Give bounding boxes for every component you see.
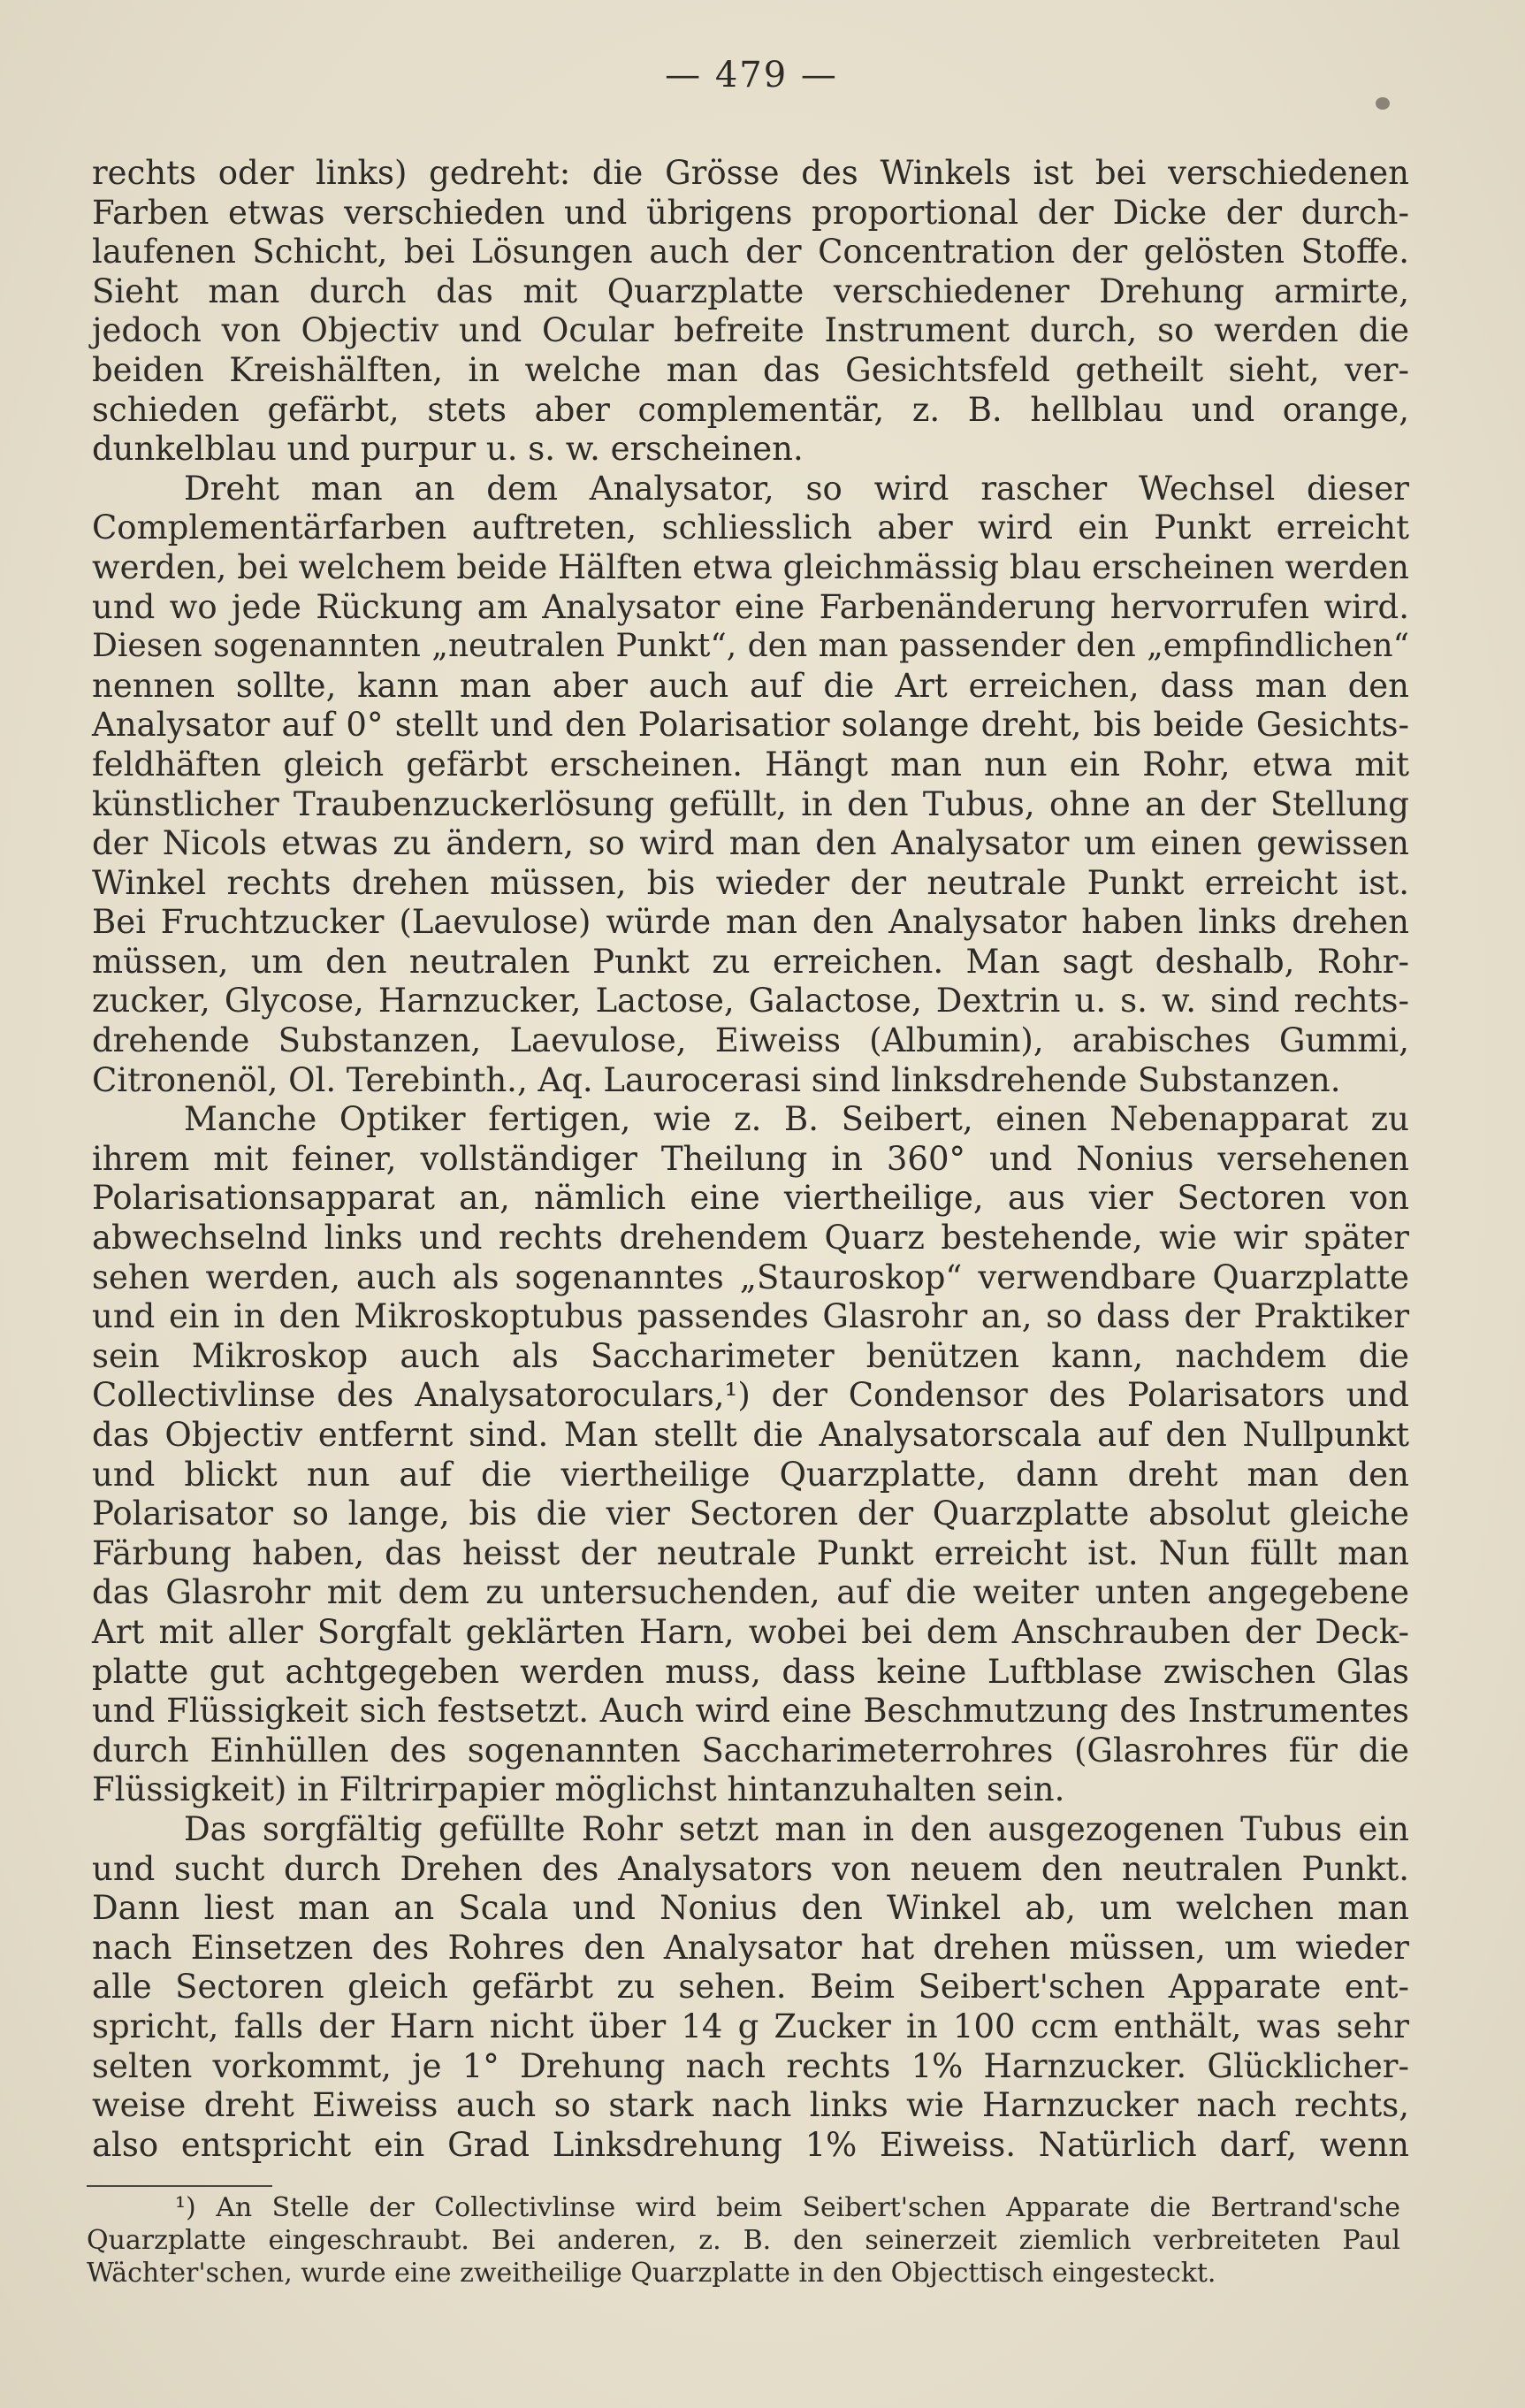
text-line: Färbung haben, das heisst der neutrale Punkt erreicht ist. Nun füllt man bbox=[92, 1533, 1409, 1572]
text-line: sein Mikroskop auch als Saccharimeter benützen kann, nachdem die bbox=[92, 1336, 1409, 1375]
text-line: das Objectiv entfernt sind. Man stellt die Analysatorscala auf den Nullpunkt bbox=[92, 1416, 1409, 1454]
text-line: weise dreht Eiweiss auch so stark nach links wie Harnzucker nach rechts, bbox=[92, 2086, 1409, 2125]
text-line: Collectivlinse des Analysatoroculars,¹) der Condensor des Polarisators und bbox=[92, 1376, 1409, 1415]
text-line: und wo jede Rückung am Analysator eine Farbenänderung hervorrufen wird. bbox=[92, 587, 1409, 626]
text-line: Citronenöl, Ol. Terebinth., Aq. Laurocerasi sind linksdrehende Substanzen. bbox=[92, 1060, 1341, 1099]
text-line: Bei Fruchtzucker (Laevulose) würde man den Analysator haben links drehen bbox=[92, 903, 1409, 942]
text-line: Dreht man an dem Analysator, so wird rascher Wechsel dieser bbox=[184, 469, 1409, 508]
text-line: Farben etwas verschieden und übrigens proportional der Dicke der durch- bbox=[92, 193, 1409, 232]
text-line: durch Einhüllen des sogenannten Saccharimeterrohres (Glasrohres für die bbox=[92, 1731, 1409, 1770]
footnote bbox=[87, 2191, 1400, 2290]
text-line: werden, bei welchem beide Hälften etwa gleichmässig blau erscheinen werden bbox=[92, 547, 1409, 586]
text-line: Manche Optiker fertigen, wie z. B. Seibert, einen Nebenapparat zu bbox=[184, 1100, 1409, 1139]
text-line: Analysator auf 0° stellt und den Polarisatior solange dreht, bis beide Gesichts- bbox=[92, 706, 1409, 745]
text-line: alle Sectoren gleich gefärbt zu sehen. Beim Seibert'schen Apparate ent- bbox=[92, 1968, 1409, 2007]
text-line: und Flüssigkeit sich festsetzt. Auch wird eine Beschmutzung des Instrumentes bbox=[92, 1692, 1409, 1731]
text-line: selten vorkommt, je 1° Drehung nach rechts 1% Harnzucker. Glücklicher- bbox=[92, 2046, 1409, 2085]
footnote-line: Wächter'schen, wurde eine zweitheilige Quarzplatte in den Objecttisch eingesteckt. bbox=[87, 2258, 1216, 2289]
footnote-line: Quarzplatte eingeschraubt. Bei anderen, z. B. den seinerzeit ziemlich verbreiteten Paul bbox=[87, 2225, 1400, 2256]
text-line: künstlicher Traubenzuckerlösung gefüllt, in den Tubus, ohne an der Stellung bbox=[92, 784, 1409, 823]
ink-stain bbox=[1376, 97, 1390, 110]
text-line: abwechselnd links und rechts drehendem Quarz bestehende, wie wir später bbox=[92, 1219, 1409, 1258]
text-line: Winkel rechts drehen müssen, bis wieder der neutrale Punkt erreicht ist. bbox=[92, 863, 1409, 902]
text-line: müssen, um den neutralen Punkt zu erreichen. Man sagt deshalb, Rohr- bbox=[92, 942, 1409, 981]
text-line: nach Einsetzen des Rohres den Analysator hat drehen müssen, um wieder bbox=[92, 1928, 1409, 1967]
text-line: Art mit aller Sorgfalt geklärten Harn, wobei bei dem Anschrauben der Deck- bbox=[92, 1612, 1409, 1651]
text-line: Complementärfarben auftreten, schliesslich aber wird ein Punkt erreicht bbox=[92, 508, 1409, 547]
text-line: rechts oder links) gedreht: die Grösse des Winkels ist bei verschiedenen bbox=[92, 154, 1409, 192]
text-line: zucker, Glycose, Harnzucker, Lactose, Galactose, Dextrin u. s. w. sind rechts- bbox=[92, 982, 1409, 1021]
text-line: jedoch von Objectiv und Ocular befreite Instrument durch, so werden die bbox=[92, 311, 1409, 350]
footnote-line: ¹) An Stelle der Collectivlinse wird beim Seibert'schen Apparate die Bertrand'sche bbox=[175, 2192, 1400, 2223]
text-line: Sieht man durch das mit Quarzplatte verschiedener Drehung armirte, bbox=[92, 271, 1409, 310]
text-line: beiden Kreishälften, in welche man das Gesichtsfeld getheilt sieht, ver- bbox=[92, 350, 1409, 389]
text-line: laufenen Schicht, bei Lösungen auch der Concentration der gelösten Stoffe. bbox=[92, 233, 1409, 271]
text-line: dunkelblau und purpur u. s. w. erscheinen. bbox=[92, 430, 804, 469]
text-line: drehende Substanzen, Laevulose, Eiweiss (Albumin), arabisches Gummi, bbox=[92, 1021, 1409, 1060]
text-line: Polarisator so lange, bis die vier Sectoren der Quarzplatte absolut gleiche bbox=[92, 1494, 1409, 1533]
text-line: Das sorgfältig gefüllte Rohr setzt man in den ausgezogenen Tubus ein bbox=[184, 1809, 1409, 1848]
text-line: Diesen sogenannten „neutralen Punkt“, den man passender den „empfindlichen“ bbox=[92, 628, 1409, 665]
text-line: und blickt nun auf die viertheilige Quarzplatte, dann dreht man den bbox=[92, 1455, 1409, 1494]
text-line: Polarisationsapparat an, nämlich eine viertheilige, aus vier Sectoren von bbox=[92, 1179, 1409, 1218]
text-line: feldhäften gleich gefärbt erscheinen. Hängt man nun ein Rohr, etwa mit bbox=[92, 745, 1409, 784]
text-line: platte gut achtgegeben werden muss, dass keine Luftblase zwischen Glas bbox=[92, 1652, 1409, 1691]
page-number: — 479 — bbox=[665, 55, 838, 96]
text-line: der Nicols etwas zu ändern, so wird man den Analysator um einen gewissen bbox=[92, 824, 1409, 863]
footnote-divider bbox=[87, 2185, 272, 2187]
text-line: und sucht durch Drehen des Analysators von neuem den neutralen Punkt. bbox=[92, 1849, 1409, 1888]
text-line: das Glasrohr mit dem zu untersuchenden, auf die weiter unten angegebene bbox=[92, 1573, 1409, 1612]
text-line: ihrem mit feiner, vollständiger Theilung in 360° und Nonius versehenen bbox=[92, 1139, 1409, 1178]
text-line: nennen sollte, kann man aber auch auf die Art erreichen, dass man den bbox=[92, 666, 1409, 705]
text-line: Flüssigkeit) in Filtrirpapier möglichst hintanzuhalten sein. bbox=[92, 1770, 1065, 1809]
text-line: sehen werden, auch als sogenanntes „Stauroskop“ verwendbare Quarzplatte bbox=[92, 1258, 1409, 1296]
text-line: schieden gefärbt, stets aber complementär, z. B. hellblau und orange, bbox=[92, 390, 1409, 429]
text-line: also entspricht ein Grad Linksdrehung 1% Eiweiss. Natürlich darf, wenn bbox=[92, 2125, 1409, 2164]
text-line: spricht, falls der Harn nicht über 14 g Zucker in 100 ccm enthält, was sehr bbox=[92, 2007, 1409, 2045]
text-line: und ein in den Mikroskoptubus passendes Glasrohr an, so dass der Praktiker bbox=[92, 1297, 1409, 1336]
body-text bbox=[92, 154, 1409, 2165]
text-line: Dann liest man an Scala und Nonius den Winkel ab, um welchen man bbox=[92, 1889, 1409, 1928]
